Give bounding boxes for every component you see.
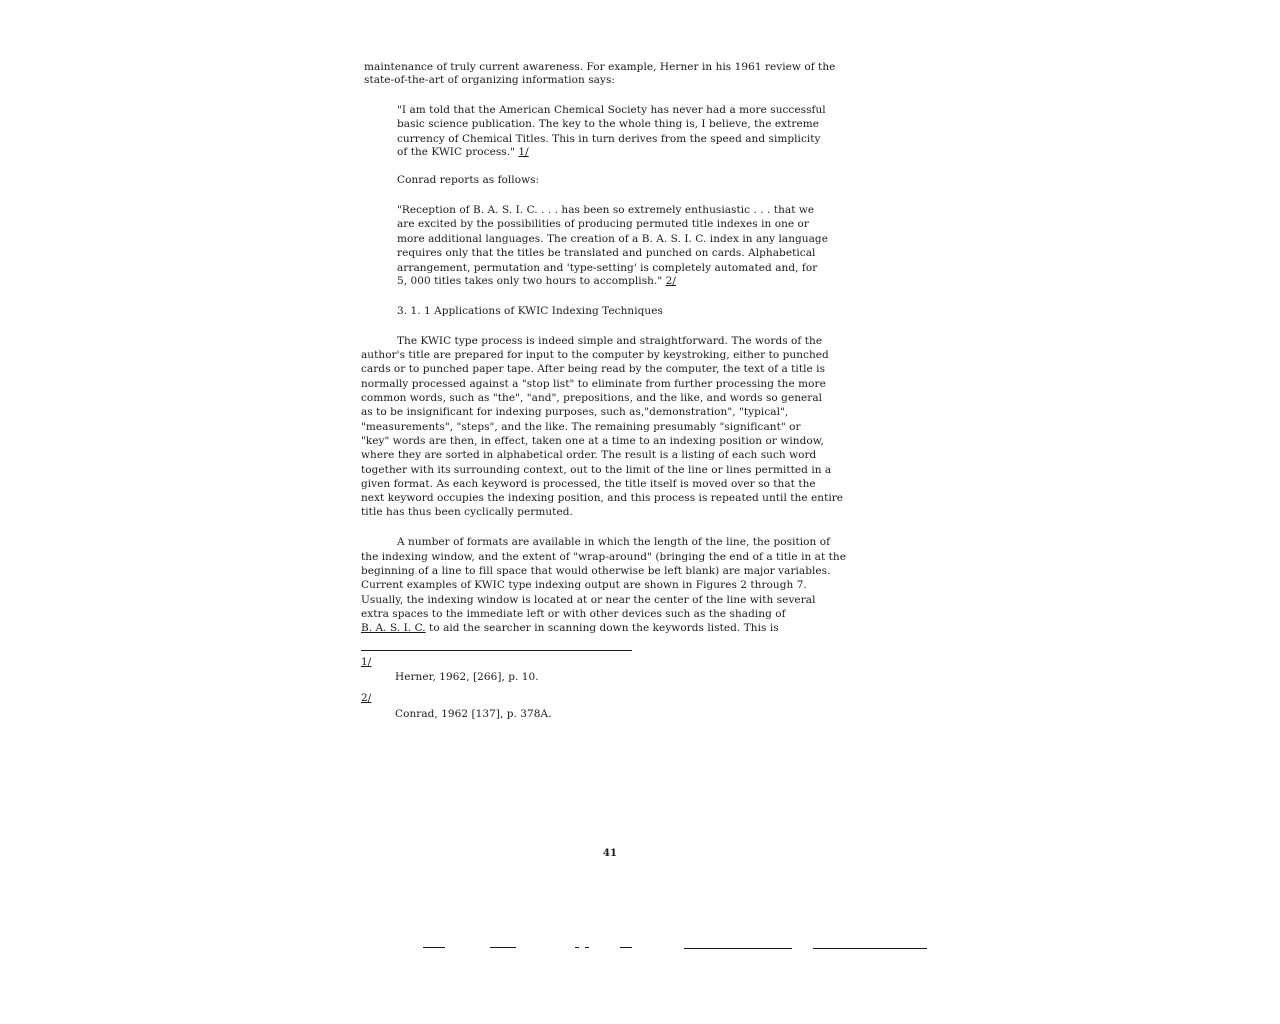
para2-line: beginning of a line to fill space that would otherwise be left blank) are major variables.	[361, 565, 831, 577]
para1-line: given format. As each keyword is processed, the title itself is moved over so that the	[361, 478, 816, 490]
para1-line: normally processed against a "stop list" to eliminate from further processing the more	[361, 378, 826, 390]
para1-line: where they are sorted in alphabetical order. The result is a listing of each such word	[361, 449, 817, 461]
footnote-mark-2: 2/	[361, 692, 372, 704]
para2-line: A number of formats are available in which the length of the line, the position of	[397, 536, 831, 548]
para2-line: extra spaces to the immediate left or with other devices such as the shading of	[361, 608, 786, 620]
quote-line: arrangement, permutation and 'type-setting' is completely automated and, for	[397, 262, 818, 274]
para1-line: together with its surrounding context, out to the limit of the line or lines permitted in a	[361, 464, 832, 476]
quote-text: of the KWIC process."	[397, 146, 516, 158]
quote-line: "I am told that the American Chemical Society has never had a more successful	[397, 104, 826, 116]
scan-artifact-rule	[490, 947, 516, 948]
para1-line: next keyword occupies the indexing position, and this process is repeated until the entire	[361, 492, 844, 504]
footnote-text-2: Conrad, 1962 [137], p. 378A.	[395, 708, 552, 720]
para2-line: the indexing window, and the extent of "wrap-around" (bringing the end of a title in at the	[361, 551, 846, 563]
basic-underlined: B. A. S. I. C.	[361, 622, 426, 634]
quote-line: currency of Chemical Titles. This in turn derives from the speed and simplicity	[397, 133, 821, 145]
quote-line: are excited by the possibilities of producing permuted title indexes in one or	[397, 218, 809, 230]
para1-line: "measurements", "steps", and the like. The remaining presumably "significant" or	[361, 421, 801, 433]
para2-line-last	[361, 622, 779, 634]
quote-text: 5, 000 titles takes only two hours to accomplish."	[397, 275, 663, 287]
para1-line: "key" words are then, in effect, taken one at a time to an indexing position or window,	[361, 435, 824, 447]
footnote-text-1: Herner, 1962, [266], p. 10.	[395, 671, 539, 683]
scan-artifact-rule	[423, 947, 445, 948]
scan-artifact-rule	[684, 948, 792, 949]
quote-line: more additional languages. The creation of a B. A. S. I. C. index in any language	[397, 233, 828, 245]
para1-line: cards or to punched paper tape. After being read by the computer, the text of a title is	[361, 363, 826, 375]
para1-line: title has thus been cyclically permuted.	[361, 506, 573, 518]
quote-line-last	[397, 275, 676, 287]
para1-line: The KWIC type process is indeed simple and straightforward. The words of the	[397, 335, 823, 347]
conrad-line: Conrad reports as follows:	[397, 174, 540, 186]
scan-artifact-rule	[585, 947, 589, 948]
para2-line: Current examples of KWIC type indexing output are shown in Figures 2 through 7.	[361, 579, 807, 591]
scan-artifact-rule	[575, 947, 579, 948]
quote-line: requires only that the titles be translated and punched on cards. Alphabetical	[397, 247, 816, 259]
scan-artifact-rule	[813, 948, 927, 949]
para1-line: common words, such as "the", "and", prepositions, and the like, and words so general	[361, 392, 823, 404]
intro-line: maintenance of truly current awareness. For example, Herner in his 1961 review of the	[364, 61, 836, 73]
footnote-ref-1: 1/	[518, 146, 529, 158]
section-heading: 3. 1. 1 Applications of KWIC Indexing Techniques	[397, 305, 663, 317]
intro-line: state-of-the-art of organizing information says:	[364, 74, 615, 86]
para2-rest: to aid the searcher in scanning down the keywords listed. This is	[425, 622, 779, 634]
para2-line: Usually, the indexing window is located at or near the center of the line with several	[361, 594, 816, 606]
para1-line: author's title are prepared for input to the computer by keystroking, either to punched	[361, 349, 829, 361]
scan-artifact-rule	[620, 947, 632, 948]
quote-line: basic science publication. The key to the whole thing is, I believe, the extreme	[397, 118, 819, 130]
footnote-rule	[361, 650, 632, 651]
footnote-mark-1: 1/	[361, 656, 372, 668]
quote-line-last	[397, 146, 529, 158]
para1-line: as to be insignificant for indexing purposes, such as,"demonstration", "typical",	[361, 406, 789, 418]
footnote-ref-2: 2/	[665, 275, 676, 287]
quote-line: "Reception of B. A. S. I. C. . . . has been so extremely enthusiastic . . . that we	[397, 204, 815, 216]
page-number: 41	[603, 848, 617, 859]
